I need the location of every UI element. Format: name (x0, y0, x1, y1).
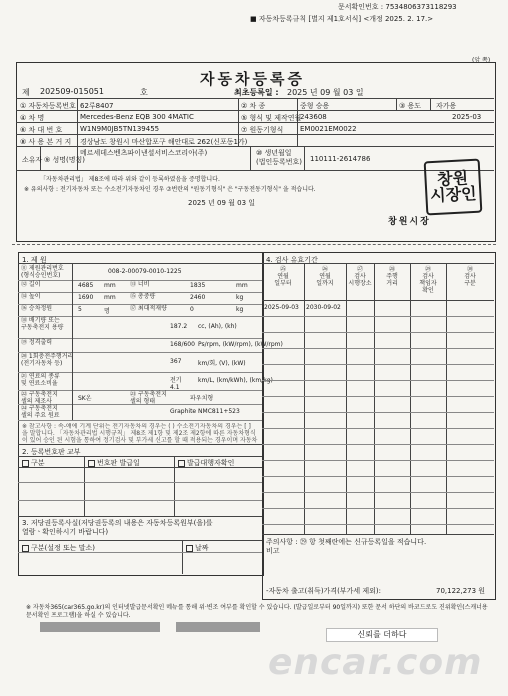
inspection-col-divider (410, 263, 411, 534)
motor-type-label: ⑦ 원동기형식 (241, 126, 284, 134)
inspection-row-divider (262, 316, 494, 317)
type-code: 243608 (300, 113, 327, 121)
spec-value: 2460 (190, 293, 206, 301)
spec-label: ㉑ 연료의 종류 및 연료소비율 (21, 373, 60, 387)
vehicle-class: 중형 승용 (300, 102, 330, 110)
inspection-caution: 주의사항 : ㉙ 항 첫째란에는 신규등록일을 적습니다. (266, 538, 427, 546)
plate-col-type: 구분 (22, 458, 45, 468)
spec-label: ⑲ 정격출력 (21, 339, 53, 346)
inspection-row-divider (262, 396, 494, 397)
inspection-row-divider (262, 380, 494, 381)
issue-date: 2025 년 09 월 03 일 (188, 199, 256, 207)
spec-value: Graphite NMC811+523 (170, 407, 240, 415)
vin-label: ⑥ 차 대 번 호 (20, 126, 63, 134)
spec-row-divider (18, 338, 262, 339)
spec-label: ⑫ 길이 (21, 281, 41, 288)
registration-number-label: ① 자동차등록번호 (20, 102, 76, 110)
spec-value: 1690 (78, 293, 94, 301)
spec-label: ⑯ 승차정원 (21, 305, 53, 312)
spec-value: 1835 (190, 281, 206, 289)
cert-no-label: 제 (22, 88, 30, 97)
spec-label: ㉓ 구동축전지 셀의 형태 (130, 391, 167, 405)
front-side-label: (앞 쪽) (472, 57, 491, 64)
spec-unit: 명 (104, 307, 110, 315)
spec-label: ⑱ 배기량 또는 구동축전지 용량 (21, 317, 64, 331)
base-address: 경상남도 창원시 마산합포구 해안대로 262(신포동1가) (80, 138, 248, 146)
owner-name-label: ⑨ 성명(명칭) (44, 156, 86, 164)
model-name-label: ④ 차 명 (20, 114, 45, 122)
inspection-row-divider (262, 492, 494, 493)
cert-no-suffix: 호 (140, 88, 148, 97)
spec-value: 0 (190, 305, 194, 313)
inspection-row-divider (262, 524, 494, 525)
spec-label: ⑪ 제원관리번호 (형식승인번호) (21, 265, 64, 279)
rule-reference: ■ 자동차등록규칙 [별지 제1호서식] <개정 2025. 2. 17.> (250, 15, 434, 23)
inspection-col-header: ㉗ 검사 시행장소 (348, 266, 372, 287)
owner-label: 소유자 (22, 156, 43, 164)
issuer-name: 창원시장 (388, 217, 431, 227)
spec-unit: km/회, (V), (kW) (198, 359, 246, 367)
spec-label: ㉔ 구동축전지 셀의 주요 원료 (21, 405, 60, 419)
document-number: 문서확인번호 : 7534806373118293 (338, 3, 457, 11)
spec-label: ⑭ 높이 (21, 293, 41, 300)
inspection-col-divider (374, 263, 375, 534)
registration-number: 62루8407 (80, 102, 114, 110)
price-label: -자동차 출고(취득)가격(부가세 제외): (266, 587, 381, 595)
manufacture-date: 2025-03 (452, 113, 482, 121)
inspection-row-divider (262, 332, 494, 333)
corporate-id: 110111-2614786 (310, 155, 371, 163)
mortgage-col-date: 날짜 (186, 543, 209, 553)
factory-price: 70,122,273 원 (436, 587, 486, 595)
spec-col-divider (72, 264, 73, 420)
inspection-col-divider (446, 263, 447, 534)
inspection-from-date: 2025-09-03 (264, 304, 299, 311)
plate-col-agent: 발급대행자확인 (178, 458, 234, 468)
first-registration-date: 2025 년 09 월 03 일 (287, 88, 364, 97)
spec-unit: kg (236, 293, 244, 301)
inspection-col-header: ㉘ 주행 거리 (386, 266, 398, 287)
spec-value: 전기 4.1 (170, 376, 182, 391)
inspection-row-divider (262, 444, 494, 445)
inspection-col-header: ㉚ 검사 구분 (464, 266, 476, 287)
inspection-col-header: ㉖ 연월 일까지 (316, 266, 334, 287)
plate-issue-head: 2. 등록번호판 교부 (22, 448, 81, 456)
type-and-date-label: ⑤ 형식 및 제작연월 (241, 114, 302, 122)
spec-unit: cc, (Ah), (kh) (198, 322, 237, 330)
vin: W1N9M0JB5TN139455 (80, 125, 160, 133)
inspection-col-divider (304, 263, 305, 534)
spec-unit: Ps/rpm, (kW/rpm), (kW/rpm) (198, 340, 283, 348)
spec-value: 5 (78, 305, 82, 313)
spec-label: ⑬ 너비 (130, 281, 150, 288)
inspection-row-divider (262, 508, 494, 509)
certification-statement: 「자동차관리법」 제8조에 따라 위와 같이 등록하였음을 증명합니다. (40, 176, 220, 183)
spec-label: ⑮ 총중량 (130, 293, 156, 300)
spec-value: 367 (170, 357, 182, 365)
page-title: 자동차등록증 (200, 70, 305, 88)
caution-note: ※ 유의사항 : 전기자동차 또는 수소전기자동차인 경우 ⑦번란의 "원동기형식" 은 "구동전동기형식" 을 적습니다. (24, 186, 316, 193)
inspection-to-date: 2030-09-02 (306, 304, 341, 311)
usage: 자가용 (436, 102, 457, 110)
spec-value: 파우치형 (190, 394, 214, 402)
inspection-col-divider (346, 263, 347, 534)
spec-label: ㉒ 구동축전지 셀의 제조사 (21, 391, 58, 405)
inspection-row-divider (262, 460, 494, 461)
inspection-col-header: ㉙ 검사 책임자 확인 (419, 266, 437, 294)
spec-label: ⑰ 최대적재량 (130, 305, 167, 312)
verification-note: ※ 자동차365(car365.go.kr)의 인터넷발급문서확인 메뉴를 통해 위·변조 여부를 확인할 수 있습니다. (발급일로부터 90일까지) 또한 문서 하단의 바코드로도 진위확인(스캐너용 문서확인 프로그램)을 하실 수 있습니다. (26, 604, 488, 619)
inspection-row-divider (262, 476, 494, 477)
spec-row-divider (18, 420, 262, 421)
spec-value: 4685 (78, 281, 94, 289)
barcode-icon (40, 622, 160, 632)
inspection-row-divider (262, 348, 494, 349)
mortgage-head: 3. 저당권등록사실(저당권등록의 내용은 자동차등록원부(을)를 열람ㆍ확인하시기 바랍니다) (22, 519, 213, 536)
first-registration-label: 최초등록일 : (234, 88, 279, 97)
brand-watermark: encar.com (268, 642, 483, 683)
mortgage-col-type: 구분(설정 또는 말소) (22, 543, 95, 553)
spec-unit: mm (104, 281, 116, 289)
inspection-col-header: ㉕ 연월 일부터 (274, 266, 292, 287)
corporate-id-label: ⑩ 생년월일 (법인등록번호) (256, 149, 303, 166)
spec-value: SK온 (78, 394, 92, 402)
base-address-label: ⑧ 사 용 본 거 지 (20, 138, 72, 146)
official-seal-icon: 창원 시장인 (424, 159, 483, 216)
owner-name: 메르세데스벤츠파이낸셜서비스코리아(주) (80, 149, 208, 157)
spec-remark: ※ 참고사항 : 속-얘에 기계 단위는 전기자동차의 경우는 ( ) 수소전기자동차의 경우는 [ ] 을 말합니다. 「자동차관리법 시행규칙」 제8조 제1항 및 제2조 제2항에 따른 자동차형식이 있어 승인 된 시험을 통하여 정기검사 및 부가세 신고를 할 때 적용되는 경우이며 자동차 (22, 423, 258, 443)
spec-section-head: 1. 제 원 (22, 256, 47, 264)
motor-type: EM0021EM0022 (300, 125, 357, 133)
remarks-label: 비고 (266, 547, 280, 555)
spec-value: 187.2 (170, 322, 188, 330)
spec-label: ⑳ 1회충전주행거리 (전기자동차 등) (21, 353, 74, 367)
spec-unit: km/L, (km/kWh), (km/kg) (198, 376, 273, 384)
spec-unit: mm (104, 293, 116, 301)
spec-unit: kg (236, 305, 244, 313)
inspection-row-divider (262, 364, 494, 365)
inspection-row-divider (262, 428, 494, 429)
plate-col-date: 번호판 발급일 (88, 458, 140, 468)
inspection-head: 4. 검사 유효기간 (266, 256, 318, 264)
spec-unit: mm (236, 281, 248, 289)
trust-badge: 신뢰를 더하다 (326, 628, 438, 642)
spec-value: 168/600 (170, 340, 195, 348)
barcode-icon (176, 622, 260, 632)
spec-value: 008-2-00079-0010-1225 (108, 267, 182, 275)
cert-number: 202509-015051 (40, 87, 104, 96)
model-name: Mercedes-Benz EQB 300 4MATIC (80, 113, 194, 121)
vehicle-class-label: ② 차 종 (241, 102, 266, 110)
inspection-row-divider (262, 412, 494, 413)
usage-label: ③ 용도 (399, 102, 422, 110)
